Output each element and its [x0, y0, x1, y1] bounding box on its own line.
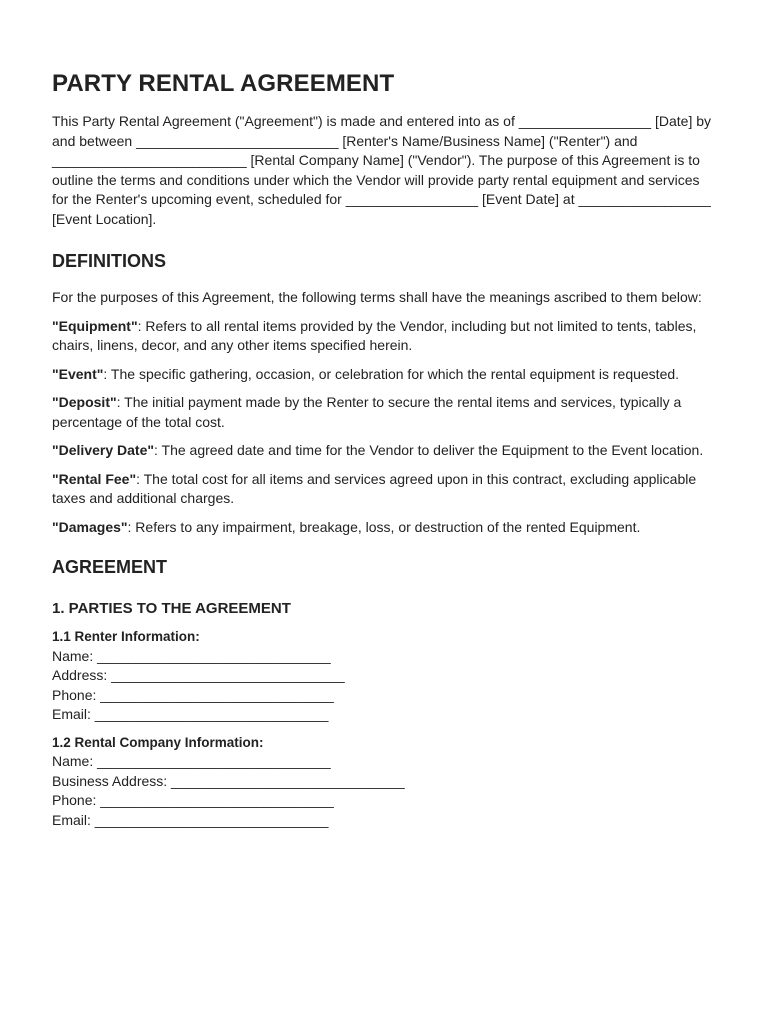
definitions-intro: For the purposes of this Agreement, the following terms shall have the meanings ascribed to them below: [52, 289, 702, 305]
definition-term: "Rental Fee" [52, 470, 137, 487]
definition-deposit [52, 393, 718, 432]
intro-paragraph: This Party Rental Agreement ("Agreement") is made and entered into as of _________________ [Date] by and between __________________________ [Renter's Name/Business Name] ("Renter") and _________________________ [Rental Company Name] ("Vendor"). The purpose of this Agreement is to outline the terms and conditions under which the Vendor will provide party rental equipment and services for the Renter's upcoming event, scheduled for _________________ [Event Date] at _________________ [Event Location]. [52, 113, 712, 227]
section-parties-heading: 1. PARTIES TO THE AGREEMENT [52, 600, 291, 617]
definition-equipment [52, 317, 718, 356]
company-phone-field[interactable]: Phone: ______________________________ [52, 792, 334, 808]
definition-term: "Damages" [52, 518, 128, 535]
renter-phone-field[interactable]: Phone: ______________________________ [52, 686, 334, 703]
renter-address-field[interactable]: Address: ______________________________ [52, 667, 345, 683]
definitions-heading: DEFINITIONS [52, 251, 167, 271]
definition-text: : The agreed date and time for the Vendor to deliver the Equipment to the Event location. [154, 442, 704, 458]
definition-damages [52, 518, 718, 538]
company-name-field[interactable]: Name: ______________________________ [52, 753, 331, 769]
document-title: PARTY RENTAL AGREEMENT [52, 70, 395, 97]
definition-text: : The total cost for all items and services agreed upon in this contract, excluding applicable taxes and additional charges. [52, 470, 697, 506]
agreement-heading: AGREEMENT [52, 557, 168, 577]
definition-term: "Equipment" [52, 317, 138, 334]
definition-text: : Refers to any impairment, breakage, loss, or destruction of the rented Equipment. [127, 518, 641, 535]
renter-information [52, 627, 718, 725]
definition-text: : The specific gathering, occasion, or celebration for which the rental equipment is requested. [103, 365, 680, 382]
renter-name-field[interactable]: Name: ______________________________ [52, 647, 331, 664]
definition-term: "Event" [52, 365, 104, 382]
renter-email-field[interactable]: Email: ______________________________ [52, 706, 329, 722]
definition-rental-fee [52, 470, 718, 509]
company-info-heading: 1.2 Rental Company Information: [52, 734, 264, 750]
renter-info-heading: 1.1 Renter Information: [52, 629, 200, 644]
definition-term: "Delivery Date" [52, 442, 154, 458]
company-information [52, 733, 718, 831]
company-email-field[interactable]: Email: ______________________________ [52, 811, 329, 828]
definition-text: : The initial payment made by the Renter to secure the rental items and services, typically a percentage of the total cost. [52, 394, 682, 430]
definition-term: "Deposit" [52, 394, 117, 410]
definition-delivery-date [52, 441, 718, 461]
definition-event [52, 365, 718, 385]
definition-text: : Refers to all rental items provided by the Vendor, including but not limited to tents, tables, chairs, linens, decor, and any other items specified herein. [52, 317, 697, 353]
company-address-field[interactable]: Business Address: ______________________________ [52, 772, 405, 789]
